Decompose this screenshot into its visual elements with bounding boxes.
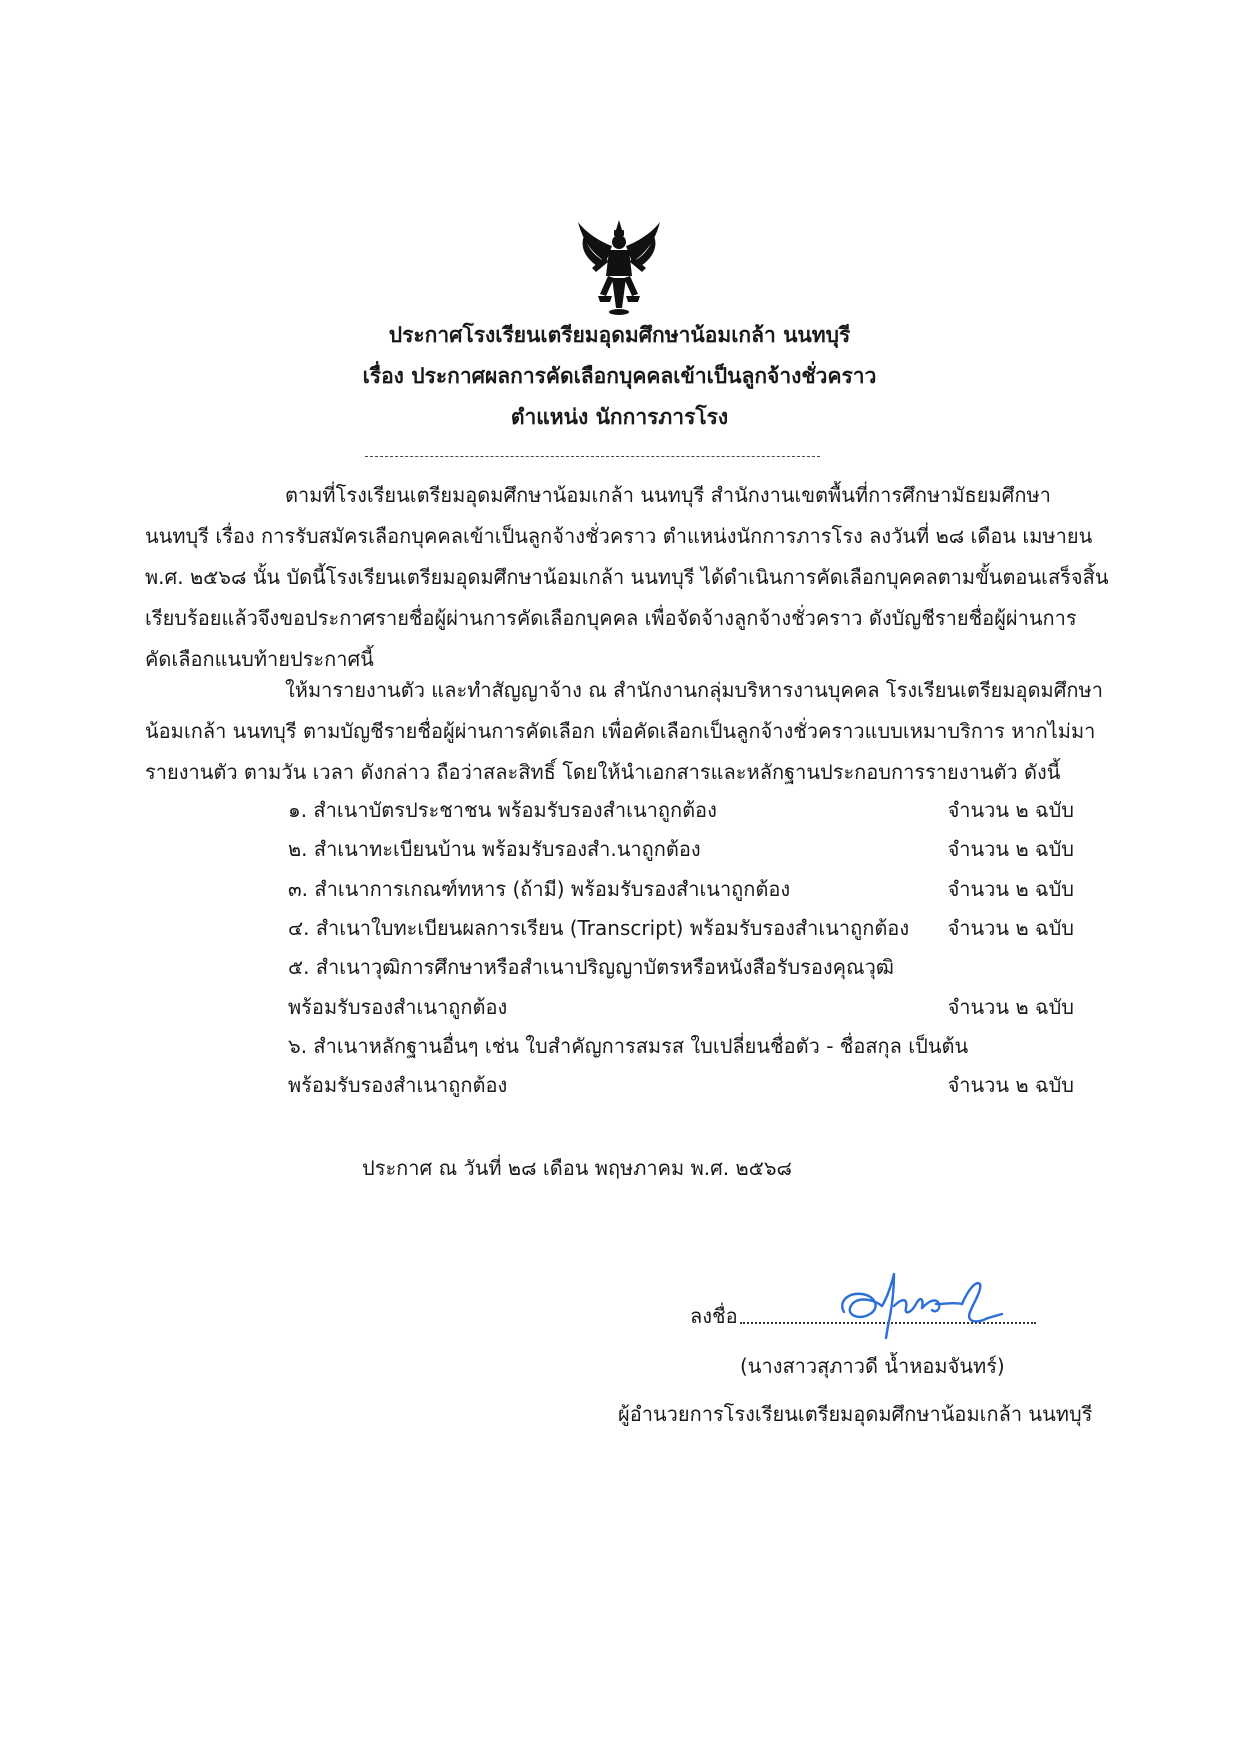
requirement-text: ๒. สำเนาทะเบียนบ้าน พร้อมรับรองสำ.นาถูกต้อง	[288, 837, 701, 861]
requirement-quantity: จำนวน ๒ ฉบับ	[947, 995, 1074, 1019]
requirement-text: ๓. สำเนาการเกณฑ์ทหาร (ถ้ามี) พร้อมรับรองสำเนาถูกต้อง	[288, 877, 791, 901]
handwritten-signature	[836, 1268, 1006, 1340]
requirement-text: ๖. สำเนาหลักฐานอื่นๆ เช่น ใบสำคัญการสมรส ใบเปลี่ยนชื่อตัว - ชื่อสกุล เป็นต้น	[288, 1034, 969, 1058]
paragraph-line: รายงานตัว ตามวัน เวลา ดังกล่าว ถือว่าสละสิทธิ์ โดยให้นำเอกสารและหลักฐานประกอบการรายงานตัว ดังนี้	[145, 760, 1061, 784]
announcement-subject: เรื่อง ประกาศผลการคัดเลือกบุคคลเข้าเป็นลูกจ้างชั่วคราว	[362, 364, 877, 388]
requirement-text: พร้อมรับรองสำเนาถูกต้อง	[288, 995, 508, 1019]
requirement-item	[288, 948, 1090, 986]
garuda-emblem-icon	[576, 216, 662, 316]
requirement-quantity: จำนวน ๒ ฉบับ	[947, 877, 1074, 901]
paragraph-line: พ.ศ. ๒๕๖๘ นั้น บัดนี้โรงเรียนเตรียมอุดมศึกษาน้อมเกล้า นนทบุรี ได้ดำเนินการคัดเลือกบุคคลตามขั้นตอนเสร็จสิ้น	[145, 565, 1109, 589]
paragraph-2	[145, 670, 1103, 793]
requirement-item	[288, 1066, 1090, 1104]
signer-name: (นางสาวสุภาวดี น้ำหอมจันทร์)	[740, 1354, 1005, 1378]
requirement-item	[288, 1027, 1090, 1065]
requirement-item	[288, 791, 1090, 829]
requirement-quantity: จำนวน ๒ ฉบับ	[947, 1073, 1074, 1097]
signature-label: ลงชื่อ	[690, 1304, 738, 1328]
paragraph-line: เรียบร้อยแล้วจึงขอประกาศรายชื่อผู้ผ่านการคัดเลือกบุคคล เพื่อจัดจ้างลูกจ้างชั่วคราว ดังบัญชีรายชื่อผู้ผ่านการ	[145, 606, 1077, 630]
requirement-item	[288, 870, 1090, 908]
requirement-item	[288, 988, 1090, 1026]
title-separator	[365, 456, 820, 457]
announcement-title: ประกาศโรงเรียนเตรียมอุดมศึกษาน้อมเกล้า นนทบุรี	[388, 323, 851, 347]
announcement-date: ประกาศ ณ วันที่ ๒๘ เดือน พฤษภาคม พ.ศ. ๒๕๖๘	[362, 1156, 792, 1180]
requirement-item	[288, 909, 1090, 947]
requirement-quantity: จำนวน ๒ ฉบับ	[947, 837, 1074, 861]
signer-position: ผู้อำนวยการโรงเรียนเตรียมอุดมศึกษาน้อมเกล้า นนทบุรี	[618, 1402, 1093, 1426]
requirement-quantity: จำนวน ๒ ฉบับ	[947, 916, 1074, 940]
paragraph-1	[145, 475, 1109, 680]
paragraph-line: ตามที่โรงเรียนเตรียมอุดมศึกษาน้อมเกล้า นนทบุรี สำนักงานเขตพื้นที่การศึกษามัธยมศึกษา	[285, 483, 1051, 507]
requirement-text: ๑. สำเนาบัตรประชาชน พร้อมรับรองสำเนาถูกต้อง	[288, 798, 717, 822]
announcement-position: ตำแหน่ง นักการภารโรง	[510, 405, 729, 429]
requirement-item	[288, 830, 1090, 868]
requirement-text: พร้อมรับรองสำเนาถูกต้อง	[288, 1073, 508, 1097]
requirement-text: ๕. สำเนาวุฒิการศึกษาหรือสำเนาปริญญาบัตรหรือหนังสือรับรองคุณวุฒิ	[288, 955, 894, 979]
paragraph-line: คัดเลือกแนบท้ายประกาศนี้	[145, 647, 374, 671]
requirement-text: ๔. สำเนาใบทะเบียนผลการเรียน (Transcript) พร้อมรับรองสำเนาถูกต้อง	[288, 916, 910, 940]
paragraph-line: นนทบุรี เรื่อง การรับสมัครเลือกบุคคลเข้าเป็นลูกจ้างชั่วคราว ตำแหน่งนักการภารโรง ลงวันที่ ๒๘ เดือน เมษายน	[145, 524, 1093, 548]
paragraph-line: น้อมเกล้า นนทบุรี ตามบัญชีรายชื่อผู้ผ่านการคัดเลือก เพื่อคัดเลือกเป็นลูกจ้างชั่วคราวแบบเหมาบริการ หากไม่มา	[145, 719, 1096, 743]
requirement-quantity: จำนวน ๒ ฉบับ	[947, 798, 1074, 822]
paragraph-line: ให้มารายงานตัว และทำสัญญาจ้าง ณ สำนักงานกลุ่มบริหารงานบุคคล โรงเรียนเตรียมอุดมศึกษา	[285, 678, 1103, 702]
